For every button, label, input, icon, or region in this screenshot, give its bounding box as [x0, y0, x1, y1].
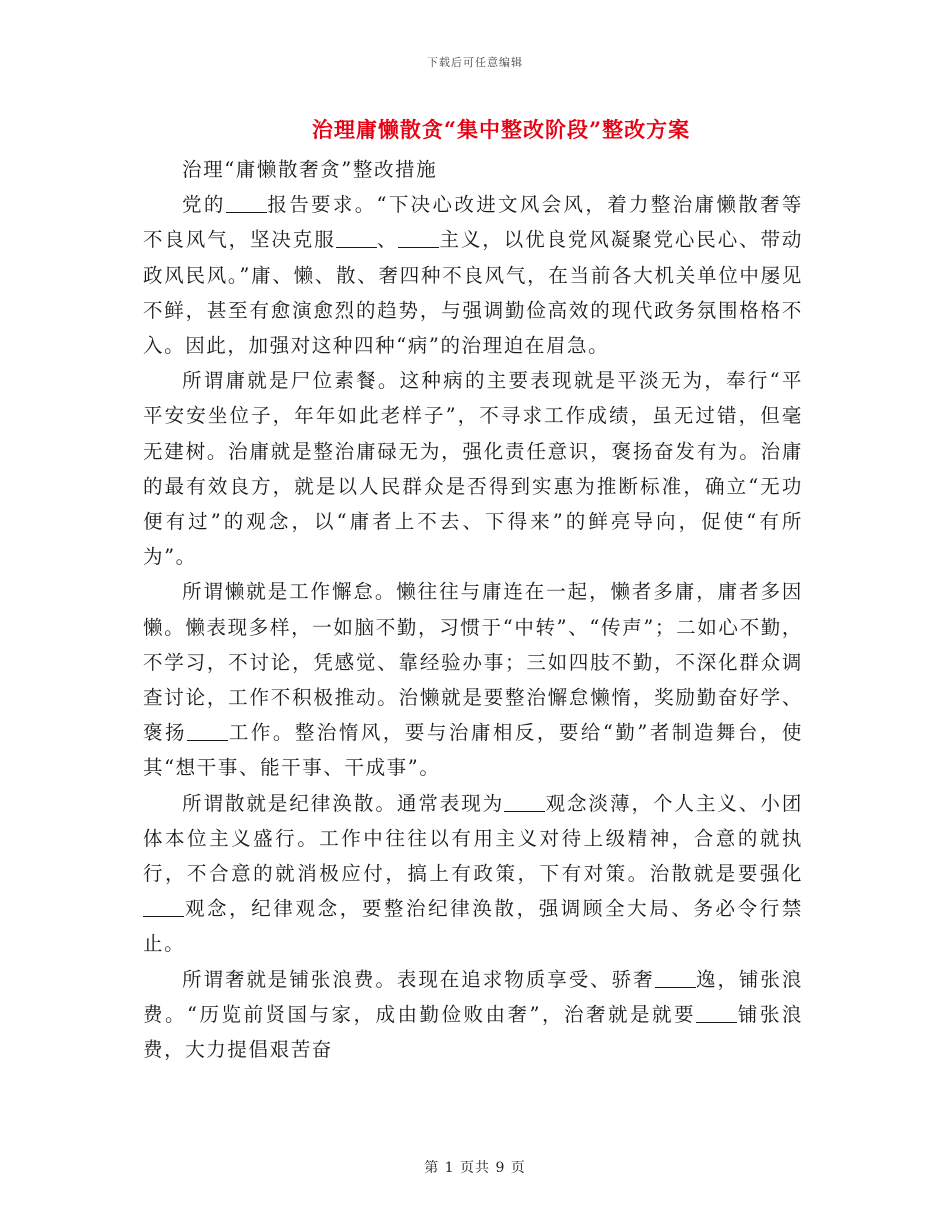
fill-blank: [398, 228, 439, 249]
text-segment: 、: [376, 228, 399, 252]
text-segment: 所谓散就是纪律涣散。通常表现为: [182, 791, 505, 815]
section-subtitle: 治理“庸懒散奢贪”整改措施: [182, 158, 438, 181]
fill-blank: [336, 228, 377, 249]
text-segment: 主义，以优良党风凝聚党心民心、带动政风民风。”庸、懒、散、奢四种不良风气，在当前各大机关单位中屡见不鲜，甚至有愈演愈烈的趋势，与强调勤俭高效的现代政务氛围格格不入。因此，加强对这种四种“病”的治理迫在眉急。: [143, 228, 803, 358]
text-segment: 观念淡薄，个人主义、小团体本位主义盛行。工作中往往以有用主义对待上级精神，合意的就执行，不合意的就消极应付，搞上有政策，下有对策。治散就是要强化: [143, 791, 803, 886]
text-segment: 党的: [182, 193, 226, 217]
document-body: [143, 152, 803, 1067]
fill-blank: [655, 967, 696, 988]
paragraph-4: [143, 786, 803, 962]
paragraph-3: [143, 574, 803, 785]
text-segment: 铺张浪费，大力提倡艰苦奋: [143, 1002, 803, 1062]
fill-blank: [696, 1002, 737, 1023]
paragraph-2: 所谓庸就是尸位素餐。这种病的主要表现就是平淡无为，奉行“平平安安坐位子，年年如此老样子”，不寻求工作成绩，虽无过错，但毫无建树。治庸就是整治庸碌无为，强化责任意识，褒扬奋发有为。治庸的最有效良方，就是以人民群众是否得到实惠为推断标准，确立“无功便有过”的观念，以“庸者上不去、下得来”的鲜亮导向，促使“有所为”。: [143, 369, 803, 569]
text-segment: 所谓懒就是工作懈怠。懒往往与庸连在一起，懒者多庸，庸者多因懒。懒表现多样，一如脑不勤，习惯于“中转”、“传声”；二如心不勤，不学习，不讨论，凭感觉、靠经验办事；三如四肢不勤，不深化群众调查讨论，工作不积极推动。治懒就是要整治懈怠懒惰，奖励勤奋好学、褒扬: [143, 580, 803, 745]
fill-blank: [187, 721, 228, 742]
fill-blank: [226, 193, 267, 214]
document-title: 治理庸懒散贪“集中整改阶段”整改方案: [311, 117, 691, 142]
paragraph-5: [143, 962, 803, 1068]
text-segment: 逸，铺张浪费。“历览前贤国与家，成由勤俭败由奢”，治奢就是就要: [143, 967, 803, 1026]
page-footer: 第 1 页共 9 页: [424, 1160, 526, 1176]
text-segment: 观念，纪律观念，要整治纪律涣散，强调顾全大局、务必令行禁止。: [143, 897, 803, 956]
text-segment: 报告要求。“下决心改进文风会风，着力整治庸懒散奢等不良风气，坚决克服: [143, 193, 803, 252]
text-segment: 所谓奢就是铺张浪费。表现在追求物质享受、骄奢: [182, 967, 655, 991]
text-segment: 工作。整治惰风，要与治庸相反，要给“勤”者制造舞台，使其“想干事、能干事、干成事”。: [143, 721, 804, 780]
fill-blank: [143, 897, 184, 918]
header-note: 下载后可任意编辑: [427, 56, 523, 69]
fill-blank: [504, 791, 545, 812]
paragraph-1: [143, 187, 803, 363]
